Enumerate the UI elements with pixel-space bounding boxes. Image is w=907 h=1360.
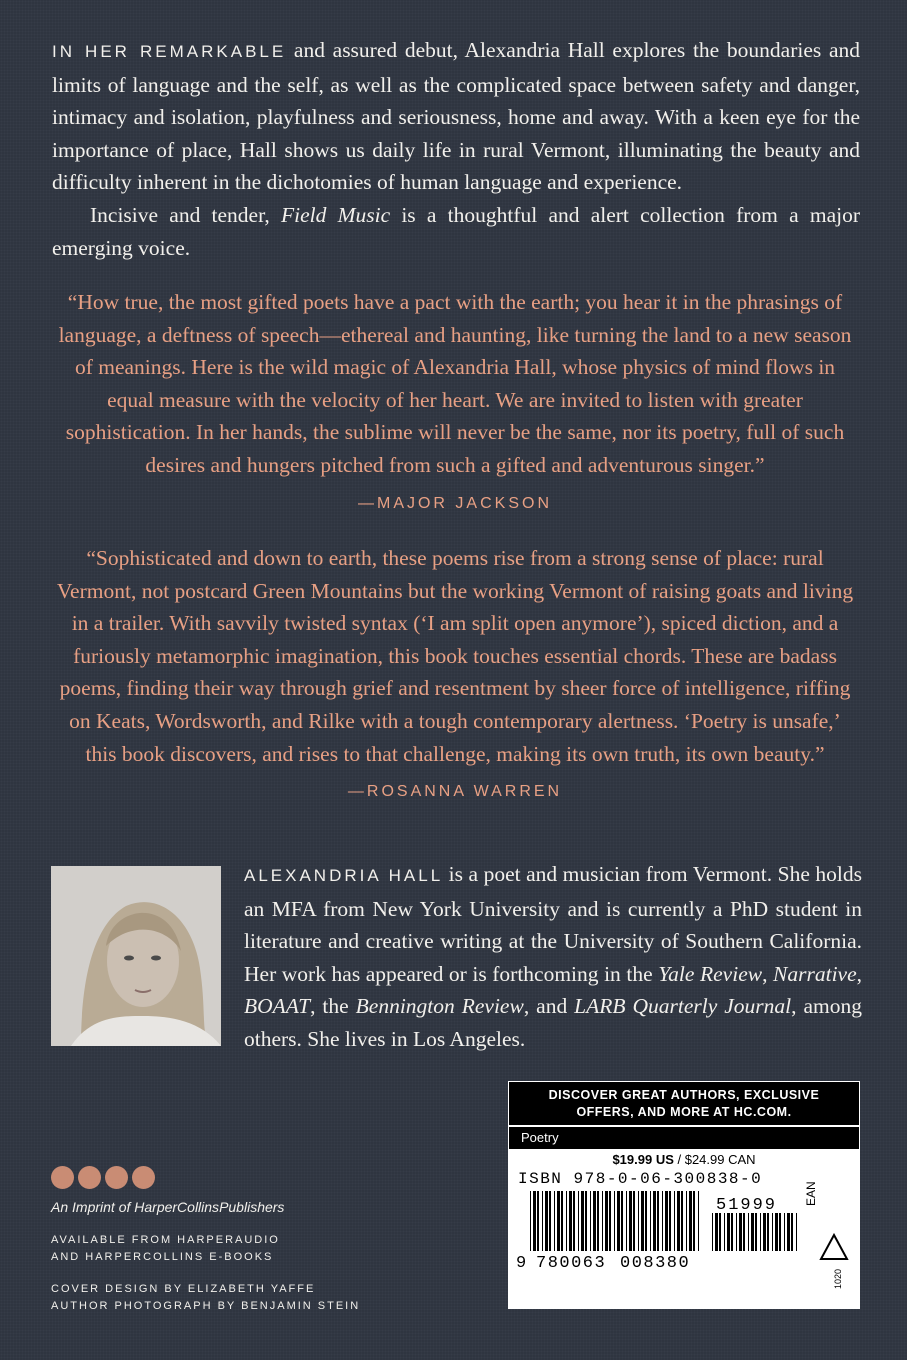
imprint-text: Publishers bbox=[219, 1199, 285, 1215]
imprint-line bbox=[51, 1199, 284, 1215]
barcode-bar bbox=[662, 1191, 663, 1251]
barcode-bar bbox=[617, 1191, 620, 1251]
blurb-attribution: —ROSANNA WARREN bbox=[347, 783, 563, 801]
barcode-bar bbox=[772, 1213, 773, 1251]
barcode-bars bbox=[530, 1191, 699, 1251]
promo-line: DISCOVER GREAT AUTHORS, EXCLUSIVE bbox=[548, 1088, 820, 1102]
blurb-rosanna-warren bbox=[52, 542, 858, 809]
logo-circle-c bbox=[78, 1166, 101, 1189]
book-description bbox=[52, 34, 860, 264]
barcode-bar bbox=[736, 1213, 737, 1251]
barcode-bar bbox=[731, 1213, 733, 1251]
author-name: ALEXANDRIA HALL bbox=[244, 866, 444, 885]
bio-text: , among others. She lives in Los Angeles. bbox=[244, 994, 862, 1051]
description-paragraph-1 bbox=[52, 34, 860, 199]
barcode-bar bbox=[645, 1191, 647, 1251]
barcode-bar bbox=[739, 1213, 742, 1251]
barcode-bar bbox=[689, 1191, 692, 1251]
availability-line: AND HARPERCOLLINS E-BOOKS bbox=[51, 1251, 274, 1263]
description-text: is a thoughtful and alert collection from a major emerging voice. bbox=[52, 202, 860, 260]
blurb-attribution: —MAJOR JACKSON bbox=[357, 494, 552, 512]
price-code-digits: 51999 bbox=[716, 1196, 778, 1215]
barcode-bar bbox=[561, 1191, 563, 1251]
author-photo bbox=[51, 866, 221, 1046]
imprint-text: An Imprint of HarperCollins bbox=[51, 1199, 220, 1215]
barcode-bar bbox=[743, 1213, 745, 1251]
barcode-bar bbox=[566, 1191, 567, 1251]
price-addon-bars bbox=[712, 1213, 797, 1251]
barcode-bar bbox=[614, 1191, 615, 1251]
bio-text: , the bbox=[310, 994, 356, 1019]
barcode-bar bbox=[593, 1191, 596, 1251]
barcode-bar bbox=[609, 1191, 611, 1251]
ean-first-digit: 9 bbox=[516, 1254, 527, 1269]
triangle-icon bbox=[819, 1233, 849, 1261]
barcode-bar bbox=[650, 1191, 651, 1251]
barcode-bar bbox=[779, 1213, 781, 1251]
barcode-bar bbox=[760, 1213, 761, 1251]
barcode-bar bbox=[573, 1191, 575, 1251]
barcode-bar bbox=[542, 1191, 543, 1251]
barcode-bar bbox=[641, 1191, 644, 1251]
barcode-bar bbox=[626, 1191, 627, 1251]
logo-circle-c bbox=[105, 1166, 128, 1189]
ecco-logo bbox=[51, 1166, 155, 1189]
barcode-bar bbox=[767, 1213, 769, 1251]
barcode-bar bbox=[669, 1191, 671, 1251]
barcode-bar bbox=[715, 1213, 718, 1251]
availability-line: AVAILABLE FROM HARPERAUDIO bbox=[51, 1234, 280, 1246]
price-us: $19.99 US bbox=[612, 1152, 674, 1167]
barcode-bar bbox=[597, 1191, 599, 1251]
publication-title: BOAAT bbox=[244, 994, 311, 1019]
barcode-bar bbox=[549, 1191, 551, 1251]
description-text: Incisive and tender, bbox=[90, 202, 281, 227]
barcode-bar bbox=[621, 1191, 623, 1251]
author-bio bbox=[244, 858, 862, 1056]
barcode-bar bbox=[530, 1191, 531, 1251]
barcode-bar bbox=[590, 1191, 591, 1251]
barcode-bar bbox=[674, 1191, 675, 1251]
barcode-block bbox=[508, 1081, 860, 1309]
availability-note bbox=[51, 1232, 280, 1266]
barcode-bar bbox=[775, 1213, 778, 1251]
publication-title: Yale Review bbox=[658, 961, 763, 986]
design-credits bbox=[51, 1281, 360, 1315]
barcode-bar bbox=[693, 1191, 695, 1251]
barcode-bar bbox=[629, 1191, 632, 1251]
logo-circle-o bbox=[132, 1166, 155, 1189]
description-lead: IN HER REMARKABLE bbox=[52, 42, 287, 61]
bio-text: , and bbox=[523, 994, 575, 1019]
barcode-bar bbox=[796, 1213, 797, 1251]
blurb-major-jackson bbox=[52, 286, 858, 520]
barcode-bar bbox=[698, 1191, 699, 1251]
barcode-bar bbox=[657, 1191, 659, 1251]
bio-text: is a poet and musician from Vermont. She holds an MFA from New York University and is currently a PhD student in literature and creative writing at the University of Southern California. Her work has appeared or is forthcoming in the bbox=[244, 862, 862, 986]
barcode-bar bbox=[569, 1191, 572, 1251]
barcode-bar bbox=[585, 1191, 587, 1251]
isbn-text: ISBN 978-0-06-300838-0 bbox=[518, 1170, 763, 1188]
publication-title: LARB Quarterly Journal bbox=[574, 994, 792, 1019]
blurb-text: “How true, the most gifted poets have a pact with the earth; you hear it in the phrasings of language, a deftness of speech—ethereal and haunting, like turning the land to a new season of meanings. Here is the wild magic of Alexandria Hall, whose physics of mind flows in equal measure with the velocity of her heart. We are invited to listen with greater sophistication. In her hands, the sublime will never be the same, nor its poetry, full of such desires and hungers pitched from such a gifted and adventurous singer.” bbox=[58, 290, 852, 477]
photo-credit: AUTHOR PHOTOGRAPH BY BENJAMIN STEIN bbox=[51, 1300, 361, 1312]
barcode-bar bbox=[633, 1191, 635, 1251]
barcode-bar bbox=[712, 1213, 713, 1251]
logo-circle-e bbox=[51, 1166, 74, 1189]
publication-title: Narrative bbox=[773, 961, 857, 986]
book-title: Field Music bbox=[280, 202, 391, 227]
author-portrait-image bbox=[51, 866, 221, 1046]
barcode-bar bbox=[719, 1213, 721, 1251]
barcode-bar bbox=[787, 1213, 790, 1251]
bio-text: , bbox=[762, 961, 774, 986]
barcode-bar bbox=[638, 1191, 639, 1251]
barcode-bar bbox=[724, 1213, 725, 1251]
barcode-bar bbox=[545, 1191, 548, 1251]
barcode-bar bbox=[784, 1213, 785, 1251]
barcode-bar bbox=[554, 1191, 555, 1251]
price-line bbox=[508, 1152, 860, 1167]
barcode-bar bbox=[533, 1191, 536, 1251]
ean-barcode bbox=[516, 1189, 806, 1269]
barcode-bar bbox=[727, 1213, 730, 1251]
barcode-bar bbox=[791, 1213, 793, 1251]
description-text: and assured debut, Alexandria Hall explores the boundaries and limits of language and the self, as well as the complicated space between safety and danger, intimacy and isolation, playfulness and seriousness, home and away. With a keen eye for the importance of place, Hall shows us daily life in rural Vermont, illuminating the beauty and difficulty inherent in the dichotomies of human language and experience. bbox=[52, 38, 861, 195]
price-can: / $24.99 CAN bbox=[673, 1152, 756, 1167]
barcode-bar bbox=[665, 1191, 668, 1251]
barcode-bar bbox=[578, 1191, 579, 1251]
barcode-bar bbox=[653, 1191, 656, 1251]
barcode-bar bbox=[763, 1213, 766, 1251]
blurb-text: “Sophisticated and down to earth, these poems rise from a strong sense of place: rural Vermont, not postcard Green Mountains but the working Vermont of raising goats and living in a trailer. With savvily twisted syntax (‘I am split open anymore’), spiced diction, and a furiously metamorphic imagination, this book touches essential chords. These are badass poems, finding their way through grief and resentment by sheer force of intelligence, riffing on Keats, Wordsworth, and Rilke with a tough contemporary alertness. ‘Poetry is unsafe,’ this book discovers, and rises to that challenge, making its own truth, its own beauty.” bbox=[56, 546, 854, 766]
promo-line: OFFERS, AND MORE AT HC.COM. bbox=[576, 1105, 792, 1119]
barcode-bar bbox=[748, 1213, 749, 1251]
bio-text: , bbox=[856, 961, 863, 986]
barcode-bar bbox=[557, 1191, 560, 1251]
category-label: Poetry bbox=[509, 1127, 859, 1149]
description-paragraph-2 bbox=[52, 199, 860, 264]
barcode-bar bbox=[751, 1213, 754, 1251]
barcode-bar bbox=[602, 1191, 603, 1251]
barcode-bar bbox=[605, 1191, 608, 1251]
barcode-bar bbox=[681, 1191, 683, 1251]
cover-design-credit: COVER DESIGN BY ELIZABETH YAFFE bbox=[51, 1283, 316, 1295]
publication-title: Bennington Review bbox=[355, 994, 524, 1019]
ean-right-digits: 008380 bbox=[620, 1254, 691, 1269]
barcode-bar bbox=[686, 1191, 687, 1251]
barcode-bar bbox=[677, 1191, 680, 1251]
barcode-bar bbox=[755, 1213, 757, 1251]
barcode-bar bbox=[537, 1191, 539, 1251]
ean-label: EAN bbox=[804, 1181, 818, 1206]
promo-banner bbox=[509, 1082, 859, 1125]
ean-left-digits: 780063 bbox=[536, 1254, 607, 1269]
barcode-bar bbox=[581, 1191, 584, 1251]
side-code: 1020 bbox=[833, 1268, 843, 1289]
